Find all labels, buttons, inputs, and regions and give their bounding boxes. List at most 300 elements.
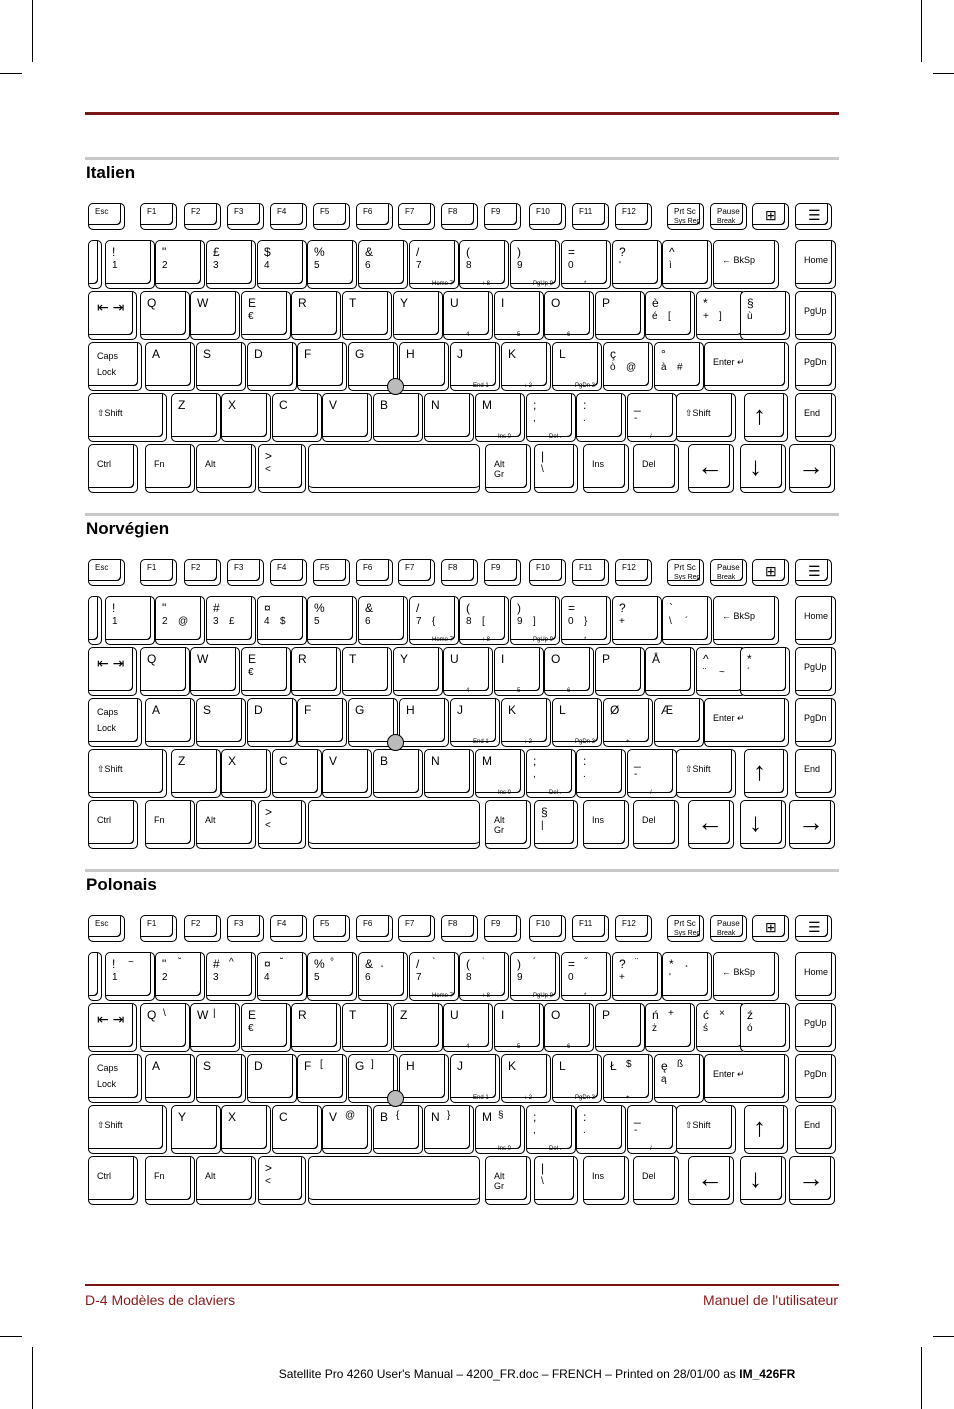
key-alt[interactable] (485, 800, 531, 849)
key-sym-4-9[interactable] (576, 1105, 626, 1154)
key-sym-1-5[interactable] (358, 240, 408, 289)
key-f5[interactable] (313, 559, 350, 586)
key-legend: é (652, 311, 658, 322)
key-j[interactable] (450, 1054, 500, 1103)
key-f[interactable] (297, 698, 347, 747)
key-j[interactable] (450, 342, 500, 391)
key-sym-1-5[interactable] (358, 952, 408, 1001)
key-f8[interactable] (441, 203, 478, 230)
key-sym-1-10[interactable] (612, 952, 662, 1001)
key-m[interactable] (475, 393, 525, 442)
key-sym-1-2[interactable] (206, 952, 256, 1001)
key-k[interactable] (501, 698, 551, 747)
key-arrow-up[interactable] (744, 1105, 788, 1154)
key-o[interactable] (544, 647, 594, 696)
pointing-stick[interactable] (387, 378, 404, 395)
key-e[interactable] (241, 647, 291, 696)
key-x[interactable] (221, 393, 271, 442)
key-shift[interactable] (88, 1105, 167, 1154)
key-sym-1-2[interactable] (206, 240, 256, 289)
key-f3[interactable] (227, 203, 264, 230)
key-fn[interactable] (145, 800, 195, 849)
key-sym-1-0[interactable] (105, 952, 155, 1001)
key-f12[interactable] (615, 559, 652, 586)
key-ins[interactable] (583, 1156, 629, 1205)
key-arrow-down[interactable] (740, 444, 786, 493)
key-legend: F6 (363, 919, 373, 928)
key-f11[interactable] (572, 559, 609, 586)
key-f2[interactable] (184, 559, 221, 586)
key-q[interactable] (140, 1003, 190, 1052)
key-sym-1-8[interactable] (510, 240, 560, 289)
key-a[interactable] (145, 1054, 195, 1103)
key-f11[interactable] (572, 203, 609, 230)
key-y[interactable] (393, 291, 443, 340)
key-l[interactable] (552, 698, 602, 747)
key-sym-3-10[interactable] (603, 698, 653, 747)
key-sym-1-1[interactable] (155, 240, 205, 289)
key-sym-3-11[interactable] (654, 1054, 704, 1103)
key-n[interactable] (424, 1105, 474, 1154)
key-sym-5-3[interactable] (258, 444, 306, 493)
key-legend: L (559, 703, 566, 717)
key-prt-sc[interactable] (667, 559, 704, 586)
key-r[interactable] (291, 647, 341, 696)
key-home[interactable] (795, 596, 836, 645)
key-n[interactable] (424, 749, 474, 798)
key-sym-4-8[interactable] (526, 1105, 576, 1154)
key-m[interactable] (475, 749, 525, 798)
key-legend: * (584, 993, 587, 999)
key-arrow-left[interactable] (688, 800, 734, 849)
key-blank[interactable] (88, 240, 102, 289)
key-arrow-left[interactable] (688, 1156, 734, 1205)
key-ctrl[interactable] (88, 1156, 138, 1205)
key-sym-2-13[interactable] (740, 291, 790, 340)
key-sym-2-12[interactable] (696, 1003, 746, 1052)
key-end[interactable] (795, 393, 836, 442)
key-sym-1-4[interactable] (307, 240, 357, 289)
key-caps[interactable] (88, 1054, 142, 1103)
key-sym-3-11[interactable] (654, 342, 704, 391)
crop-mark (933, 73, 954, 74)
key-m[interactable] (475, 1105, 525, 1154)
key-f8[interactable] (441, 915, 478, 942)
key-f12[interactable] (615, 915, 652, 942)
tab-icon: ⇤ ⇥ (97, 299, 125, 315)
key-sym-5-6[interactable] (534, 800, 578, 849)
key-f8[interactable] (441, 559, 478, 586)
key-legend: Caps (97, 351, 119, 361)
key-alt[interactable] (196, 800, 256, 849)
key-sym-2-12[interactable] (696, 647, 746, 696)
key-end[interactable] (795, 749, 836, 798)
key-n[interactable] (424, 393, 474, 442)
key-arrow-right[interactable] (789, 444, 835, 493)
key-enter[interactable] (704, 698, 789, 747)
key-legend: ↓ (749, 451, 762, 481)
key-sym-4-10[interactable] (627, 749, 677, 798)
key-w[interactable] (190, 1003, 240, 1052)
key-e[interactable] (241, 1003, 291, 1052)
key-esc[interactable] (88, 915, 125, 942)
key-sym-2-13[interactable] (740, 647, 790, 696)
key-sym-1-4[interactable] (307, 952, 357, 1001)
key-legend: Home 7 (432, 993, 454, 999)
key-legend: F2 (191, 919, 201, 928)
key-sym-1-8[interactable] (510, 596, 560, 645)
menu-key[interactable] (795, 203, 832, 230)
key-b[interactable] (373, 749, 423, 798)
key-legend: § (541, 805, 548, 819)
key-f3[interactable] (227, 915, 264, 942)
key-del[interactable] (633, 1156, 679, 1205)
windows-key[interactable] (752, 915, 789, 942)
key-c[interactable] (272, 393, 322, 442)
key-f9[interactable] (484, 203, 521, 230)
key-space[interactable] (308, 800, 480, 849)
key-legend: Home (804, 611, 829, 621)
key-f5[interactable] (313, 203, 350, 230)
key-w[interactable] (190, 291, 240, 340)
key-bksp[interactable] (713, 596, 779, 645)
key-h[interactable] (399, 342, 449, 391)
key-enter[interactable] (704, 342, 789, 391)
key-f5[interactable] (313, 915, 350, 942)
pointing-stick[interactable] (387, 1090, 404, 1107)
key-sym-5-6[interactable] (534, 444, 578, 493)
key-sym-4-10[interactable] (627, 1105, 677, 1154)
key-t[interactable] (342, 291, 392, 340)
key-f4[interactable] (270, 559, 307, 586)
key-z[interactable] (393, 1003, 443, 1052)
windows-key[interactable] (752, 203, 789, 230)
key-tab[interactable] (88, 647, 137, 696)
key-sym-2-11[interactable] (645, 291, 695, 340)
key-pgdn[interactable] (795, 342, 836, 391)
key-d[interactable] (247, 698, 297, 747)
key-sym-4-8[interactable] (526, 749, 576, 798)
key-f7[interactable] (398, 559, 435, 586)
key-pgup[interactable] (795, 647, 836, 696)
key-sym-3-10[interactable] (603, 1054, 653, 1103)
key-bksp[interactable] (713, 952, 779, 1001)
key-z[interactable] (171, 393, 221, 442)
key-legend: ¨ (635, 957, 639, 968)
key-sym-1-11[interactable] (662, 952, 712, 1001)
key-legend: F11 (579, 919, 593, 928)
key-pause[interactable] (710, 915, 747, 942)
key-pause[interactable] (710, 559, 747, 586)
key-f7[interactable] (398, 915, 435, 942)
key-fn[interactable] (145, 444, 195, 493)
key-ins[interactable] (583, 444, 629, 493)
key-arrow-left[interactable] (688, 444, 734, 493)
key-sym-1-0[interactable] (105, 596, 155, 645)
key-sym-1-8[interactable] (510, 952, 560, 1001)
key-legend: 9 (517, 972, 523, 983)
key-f[interactable] (297, 342, 347, 391)
key-a[interactable] (145, 342, 195, 391)
key-arrow-down[interactable] (740, 800, 786, 849)
key-f10[interactable] (529, 559, 566, 586)
key-j[interactable] (450, 698, 500, 747)
key-h[interactable] (399, 1054, 449, 1103)
key-alt[interactable] (485, 444, 531, 493)
key-sym-1-1[interactable] (155, 596, 205, 645)
key-t[interactable] (342, 647, 392, 696)
key-y[interactable] (171, 1105, 221, 1154)
key-h[interactable] (399, 698, 449, 747)
key-v[interactable] (322, 393, 372, 442)
key-sym-1-7[interactable] (459, 240, 509, 289)
key-space[interactable] (308, 1156, 480, 1205)
key-legend: / (416, 957, 420, 971)
key-f2[interactable] (184, 203, 221, 230)
key-end[interactable] (795, 1105, 836, 1154)
key-l[interactable] (552, 342, 602, 391)
key-pgup[interactable] (795, 1003, 836, 1052)
key-f6[interactable] (356, 203, 393, 230)
key-x[interactable] (221, 749, 271, 798)
key-sym-3-11[interactable] (654, 698, 704, 747)
key-tab[interactable] (88, 1003, 137, 1052)
key-i[interactable] (494, 647, 544, 696)
key-ctrl[interactable] (88, 800, 138, 849)
key-legend: ↑ 8 (482, 637, 491, 643)
key-c[interactable] (272, 1105, 322, 1154)
key-s[interactable] (196, 698, 246, 747)
key-legend: F1 (147, 207, 157, 216)
key-caps[interactable] (88, 342, 142, 391)
key-sym-5-3[interactable] (258, 1156, 306, 1205)
key-ins[interactable] (583, 800, 629, 849)
key-x[interactable] (221, 1105, 271, 1154)
key-arrow-right[interactable] (789, 800, 835, 849)
key-sym-4-8[interactable] (526, 393, 576, 442)
key-sym-1-6[interactable] (409, 596, 459, 645)
key-shift[interactable] (88, 749, 167, 798)
key-v[interactable] (322, 1105, 372, 1154)
key-i[interactable] (494, 291, 544, 340)
key-f9[interactable] (484, 915, 521, 942)
key-enter[interactable] (704, 1054, 789, 1103)
key-legend: G (355, 703, 365, 717)
key-alt[interactable] (485, 1156, 531, 1205)
key-esc[interactable] (88, 203, 125, 230)
key-d[interactable] (247, 342, 297, 391)
key-u[interactable] (443, 1003, 493, 1052)
key-legend: ^ (703, 652, 709, 666)
key-f1[interactable] (140, 203, 177, 230)
key-b[interactable] (373, 393, 423, 442)
key-sym-2-11[interactable] (645, 647, 695, 696)
key-legend: F11 (579, 207, 593, 216)
key-arrow-right[interactable] (789, 1156, 835, 1205)
key-legend: 6 (567, 688, 571, 694)
key-i[interactable] (494, 1003, 544, 1052)
key-p[interactable] (595, 647, 645, 696)
key-f12[interactable] (615, 203, 652, 230)
key-blank[interactable] (88, 596, 102, 645)
footer-manual-title: Manuel de l'utilisateur (703, 1292, 838, 1308)
key-d[interactable] (247, 1054, 297, 1103)
key-f1[interactable] (140, 559, 177, 586)
key-f6[interactable] (356, 915, 393, 942)
key-e[interactable] (241, 291, 291, 340)
key-del[interactable] (633, 800, 679, 849)
key-k[interactable] (501, 342, 551, 391)
key-prt-sc[interactable] (667, 915, 704, 942)
key-f[interactable] (297, 1054, 347, 1103)
key-sym-4-9[interactable] (576, 749, 626, 798)
key-sym-1-1[interactable] (155, 952, 205, 1001)
key-legend: ` (669, 601, 673, 615)
key-sym-2-13[interactable] (740, 1003, 790, 1052)
key-sym-1-7[interactable] (459, 596, 509, 645)
key-sym-1-6[interactable] (409, 952, 459, 1001)
key-legend: A (152, 1059, 161, 1073)
key-legend: N (431, 398, 440, 412)
key-f3[interactable] (227, 559, 264, 586)
key-legend: Y (400, 296, 409, 310)
key-ctrl[interactable] (88, 444, 138, 493)
key-f10[interactable] (529, 915, 566, 942)
key-k[interactable] (501, 1054, 551, 1103)
key-alt[interactable] (196, 444, 256, 493)
key-b[interactable] (373, 1105, 423, 1154)
key-f6[interactable] (356, 559, 393, 586)
key-esc[interactable] (88, 559, 125, 586)
key-del[interactable] (633, 444, 679, 493)
key-legend: ^ (669, 245, 675, 259)
key-c[interactable] (272, 749, 322, 798)
key-l[interactable] (552, 1054, 602, 1103)
key-home[interactable] (795, 952, 836, 1001)
key-w[interactable] (190, 647, 240, 696)
key-z[interactable] (171, 749, 221, 798)
key-f2[interactable] (184, 915, 221, 942)
key-legend: ← (697, 451, 723, 481)
key-a[interactable] (145, 698, 195, 747)
key-sym-5-3[interactable] (258, 800, 306, 849)
key-legend: ↑ (753, 1112, 766, 1142)
key-p[interactable] (595, 291, 645, 340)
key-alt[interactable] (196, 1156, 256, 1205)
menu-key[interactable] (795, 915, 832, 942)
menu-key[interactable] (795, 559, 832, 586)
key-shift[interactable] (676, 1105, 736, 1154)
key-p[interactable] (595, 1003, 645, 1052)
key-f9[interactable] (484, 559, 521, 586)
key-sym-1-9[interactable] (561, 952, 611, 1001)
key-sym-3-10[interactable] (603, 342, 653, 391)
key-legend: % (314, 601, 325, 615)
key-legend: E (248, 652, 257, 666)
key-sym-1-10[interactable] (612, 596, 662, 645)
key-f1[interactable] (140, 915, 177, 942)
key-arrow-up[interactable] (744, 393, 788, 442)
tab-icon: ⇤ ⇥ (97, 655, 125, 671)
key-f4[interactable] (270, 915, 307, 942)
key-f10[interactable] (529, 203, 566, 230)
key-pgdn[interactable] (795, 1054, 836, 1103)
key-prt-sc[interactable] (667, 203, 704, 230)
windows-key[interactable] (752, 559, 789, 586)
key-legend: End 1 (473, 1095, 489, 1101)
key-q[interactable] (140, 291, 190, 340)
key-sym-1-3[interactable] (257, 596, 307, 645)
key-sym-1-9[interactable] (561, 240, 611, 289)
key-shift[interactable] (676, 749, 736, 798)
key-sym-1-10[interactable] (612, 240, 662, 289)
key-sym-4-9[interactable] (576, 393, 626, 442)
key-legend: X (228, 398, 237, 412)
key-arrow-down[interactable] (740, 1156, 786, 1205)
key-sym-1-11[interactable] (662, 240, 712, 289)
key-space[interactable] (308, 444, 480, 493)
key-sym-1-11[interactable] (662, 596, 712, 645)
key-r[interactable] (291, 291, 341, 340)
key-sym-1-6[interactable] (409, 240, 459, 289)
key-legend: § (747, 296, 754, 310)
key-r[interactable] (291, 1003, 341, 1052)
key-fn[interactable] (145, 1156, 195, 1205)
key-f7[interactable] (398, 203, 435, 230)
key-sym-1-4[interactable] (307, 596, 357, 645)
key-f4[interactable] (270, 203, 307, 230)
key-u[interactable] (443, 291, 493, 340)
key-sym-1-3[interactable] (257, 240, 307, 289)
key-v[interactable] (322, 749, 372, 798)
key-sym-1-5[interactable] (358, 596, 408, 645)
key-t[interactable] (342, 1003, 392, 1052)
key-u[interactable] (443, 647, 493, 696)
key-sym-1-9[interactable] (561, 596, 611, 645)
key-legend: & (365, 957, 374, 971)
key-q[interactable] (140, 647, 190, 696)
key-pgdn[interactable] (795, 698, 836, 747)
key-caps[interactable] (88, 698, 142, 747)
key-home[interactable] (795, 240, 836, 289)
key-sym-1-0[interactable] (105, 240, 155, 289)
key-blank[interactable] (88, 952, 102, 1001)
key-arrow-up[interactable] (744, 749, 788, 798)
key-sym-1-3[interactable] (257, 952, 307, 1001)
key-sym-5-6[interactable] (534, 1156, 578, 1205)
key-s[interactable] (196, 342, 246, 391)
key-f11[interactable] (572, 915, 609, 942)
key-s[interactable] (196, 1054, 246, 1103)
key-sym-2-11[interactable] (645, 1003, 695, 1052)
key-bksp[interactable] (713, 240, 779, 289)
key-shift[interactable] (88, 393, 167, 442)
key-pause[interactable] (710, 203, 747, 230)
key-legend: Sys Req (674, 218, 701, 225)
key-sym-4-10[interactable] (627, 393, 677, 442)
key-tab[interactable] (88, 291, 137, 340)
key-pgup[interactable] (795, 291, 836, 340)
key-sym-1-7[interactable] (459, 952, 509, 1001)
key-o[interactable] (544, 291, 594, 340)
key-y[interactable] (393, 647, 443, 696)
key-o[interactable] (544, 1003, 594, 1052)
key-shift[interactable] (676, 393, 736, 442)
pointing-stick[interactable] (387, 734, 404, 751)
key-legend: R (298, 296, 307, 310)
key-sym-1-2[interactable] (206, 596, 256, 645)
key-sym-2-12[interactable] (696, 291, 746, 340)
